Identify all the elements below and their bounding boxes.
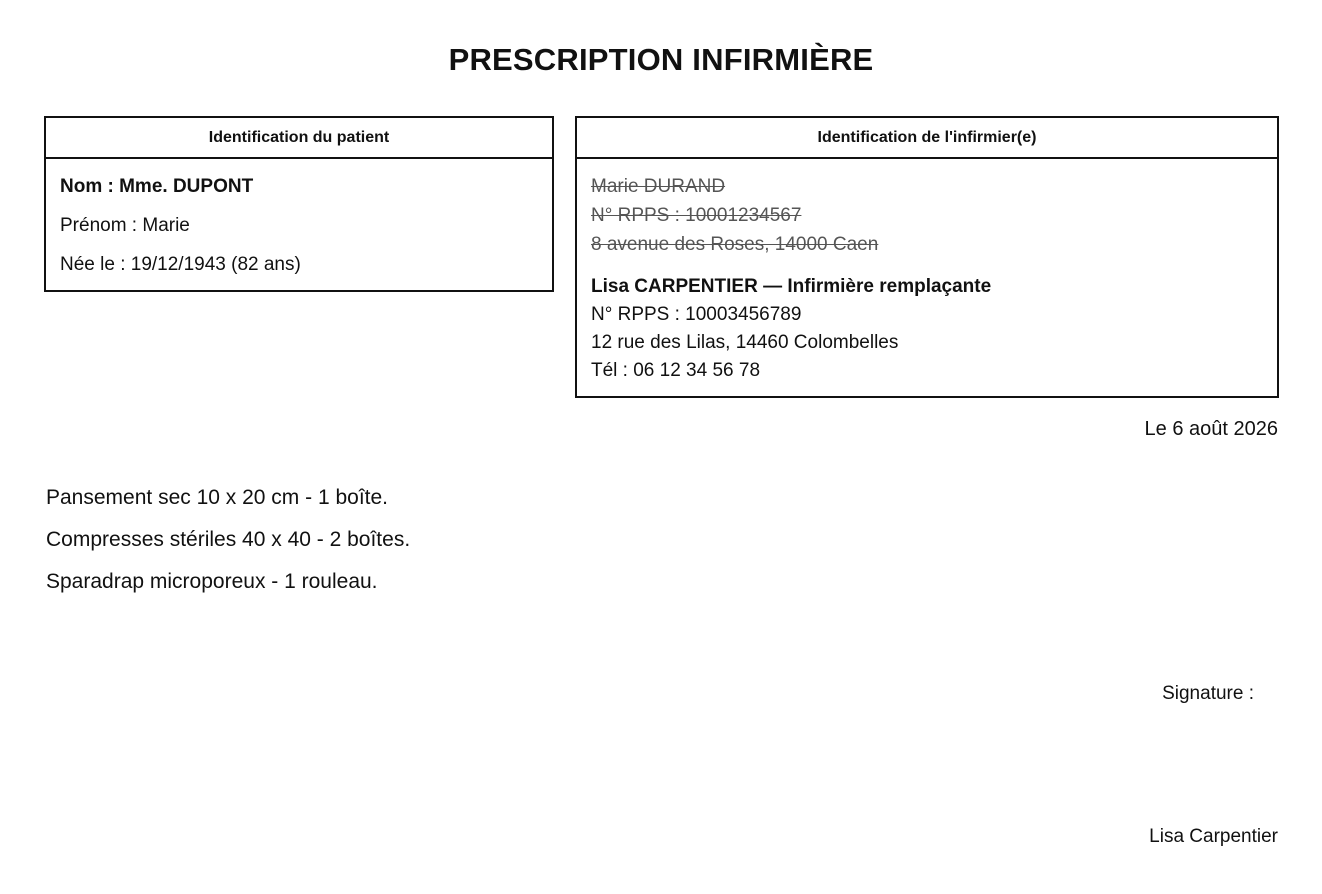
patient-birth-date: Née le : 19/12/1943 (82 ans) — [60, 254, 301, 275]
signature-name: Lisa Carpentier — [1149, 826, 1278, 847]
patient-details — [46, 159, 552, 292]
nurse-box-header: Identification de l'infirmier(e) — [577, 118, 1277, 159]
replacement-nurse-rpps: N° RPPS : 10003456789 — [591, 304, 802, 325]
prescription-item: Compresses stériles 40 x 40 - 2 boîtes. — [46, 528, 411, 551]
nurse-details — [577, 159, 1277, 385]
struck-nurse-name: Marie DURAND — [591, 176, 726, 197]
replacement-nurse-phone: Tél : 06 12 34 56 78 — [591, 360, 761, 381]
document-title: PRESCRIPTION INFIRMIÈRE — [448, 42, 874, 77]
replacement-nurse-name: Lisa CARPENTIER — Infirmière remplaçante — [591, 276, 992, 297]
struck-nurse-rpps: N° RPPS : 10001234567 — [591, 205, 802, 226]
patient-identification-box — [44, 116, 554, 292]
patient-box-header: Identification du patient — [46, 118, 552, 159]
prescription-date: Le 6 août 2026 — [1144, 418, 1278, 440]
patient-name: Nom : Mme. DUPONT — [60, 176, 254, 197]
prescription-list — [46, 484, 410, 610]
prescription-item: Pansement sec 10 x 20 cm - 1 boîte. — [46, 486, 389, 509]
patient-first-name: Prénom : Marie — [60, 215, 190, 236]
struck-nurse-address: 8 avenue des Roses, 14000 Caen — [591, 234, 879, 255]
prescription-item: Sparadrap microporeux - 1 rouleau. — [46, 570, 378, 593]
replacement-nurse-address: 12 rue des Lilas, 14460 Colombelles — [591, 332, 899, 353]
signature-label: Signature : — [1162, 683, 1254, 704]
nurse-identification-box — [575, 116, 1279, 398]
